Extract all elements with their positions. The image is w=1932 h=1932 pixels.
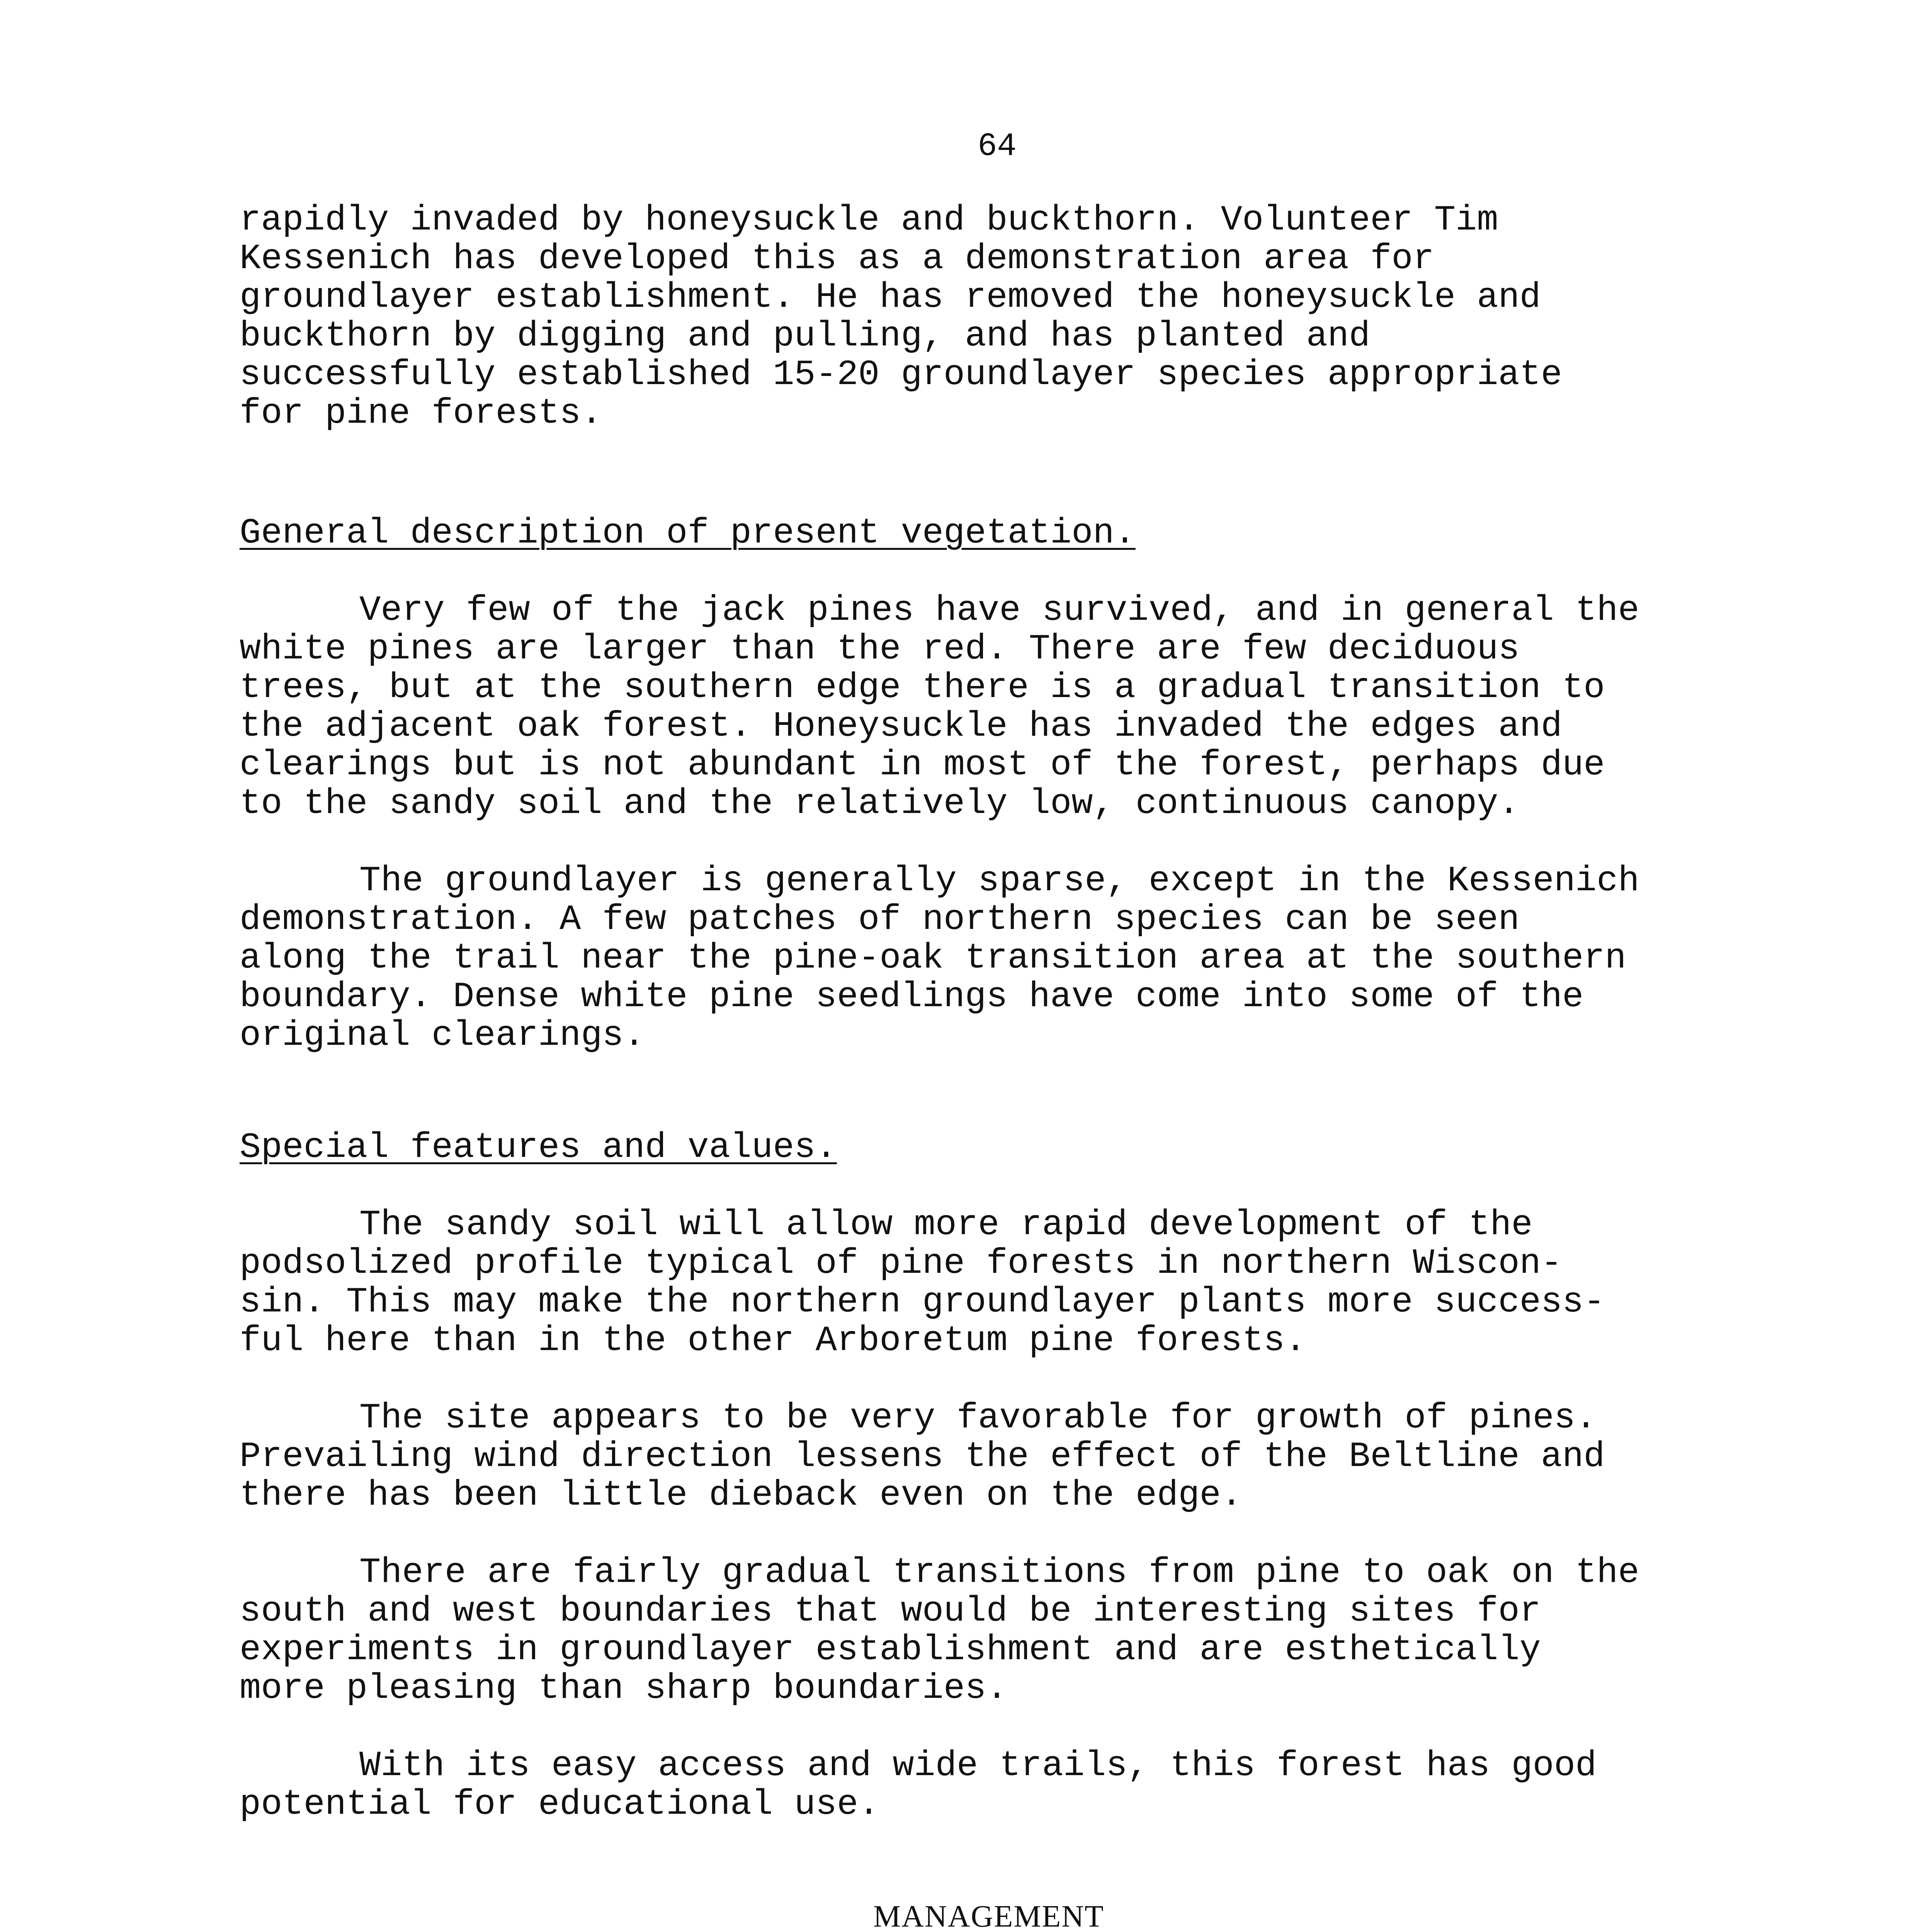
intro-paragraph [240, 201, 1843, 433]
text-line: more pleasing than sharp boundaries. [240, 1668, 1008, 1709]
text-line: potential for educational use. [240, 1784, 880, 1825]
text-line: The site appears to be very favorable for growth of pines. [359, 1398, 1597, 1438]
text-line: there has been little dieback even on the edge. [240, 1475, 1242, 1515]
text-line: boundary. Dense white pine seedlings have come into some of the [240, 976, 1584, 1017]
special-paragraph-4 [240, 1747, 1843, 1824]
text-line: white pines are larger than the red. There are few deciduous [240, 629, 1520, 669]
special-paragraph-2 [240, 1399, 1843, 1515]
vegetation-paragraph-1 [240, 591, 1843, 823]
special-features-heading: Special features and values. [240, 1127, 837, 1168]
text-line: along the trail near the pine-oak transition area at the southern [240, 938, 1626, 978]
text-line: experiments in groundlayer establishment and are esthetically [240, 1629, 1541, 1670]
text-line: for pine forests. [240, 393, 602, 434]
text-line: clearings but is not abundant in most of the forest, perhaps due [240, 745, 1605, 785]
text-line: Prevailing wind direction lessens the effect of the Beltline and [240, 1436, 1605, 1477]
text-line: the adjacent oak forest. Honeysuckle has invaded the edges and [240, 706, 1562, 747]
text-line: buckthorn by digging and pulling, and has planted and [240, 316, 1371, 356]
text-line: Kessenich has developed this as a demonstration area for [240, 238, 1434, 279]
text-line: The groundlayer is generally sparse, except in the Kessenich [359, 861, 1639, 901]
text-line: ful here than in the other Arboretum pine forests. [240, 1320, 1306, 1361]
special-paragraph-1 [240, 1206, 1843, 1360]
management-heading: MANAGEMENT [873, 1900, 1104, 1932]
text-line: successfully established 15-20 groundlayer species appropriate [240, 354, 1562, 395]
special-paragraph-3 [240, 1553, 1843, 1708]
vegetation-heading: General description of present vegetation. [240, 513, 1136, 553]
text-line: podsolized profile typical of pine forests in northern Wiscon- [240, 1243, 1562, 1284]
text-line: groundlayer establishment. He has removed the honeysuckle and [240, 277, 1541, 318]
text-line: With its easy access and wide trails, this forest has good [359, 1745, 1597, 1786]
text-line: sin. This may make the northern groundlayer plants more success- [240, 1282, 1605, 1322]
text-line: demonstration. A few patches of northern species can be seen [240, 899, 1520, 940]
vegetation-paragraph-2 [240, 862, 1843, 1055]
text-line: to the sandy soil and the relatively low, continuous canopy. [240, 783, 1520, 824]
text-line: trees, but at the southern edge there is a gradual transition to [240, 667, 1605, 708]
text-line: The sandy soil will allow more rapid development of the [359, 1204, 1533, 1245]
text-line: Very few of the jack pines have survived, and in general the [359, 590, 1639, 631]
text-line: There are fairly gradual transitions from pine to oak on the [359, 1552, 1639, 1593]
text-line: south and west boundaries that would be interesting sites for [240, 1591, 1541, 1631]
page-number: 64 [978, 128, 1017, 165]
text-line: rapidly invaded by honeysuckle and buckthorn. Volunteer Tim [240, 200, 1498, 240]
text-line: original clearings. [240, 1015, 645, 1056]
